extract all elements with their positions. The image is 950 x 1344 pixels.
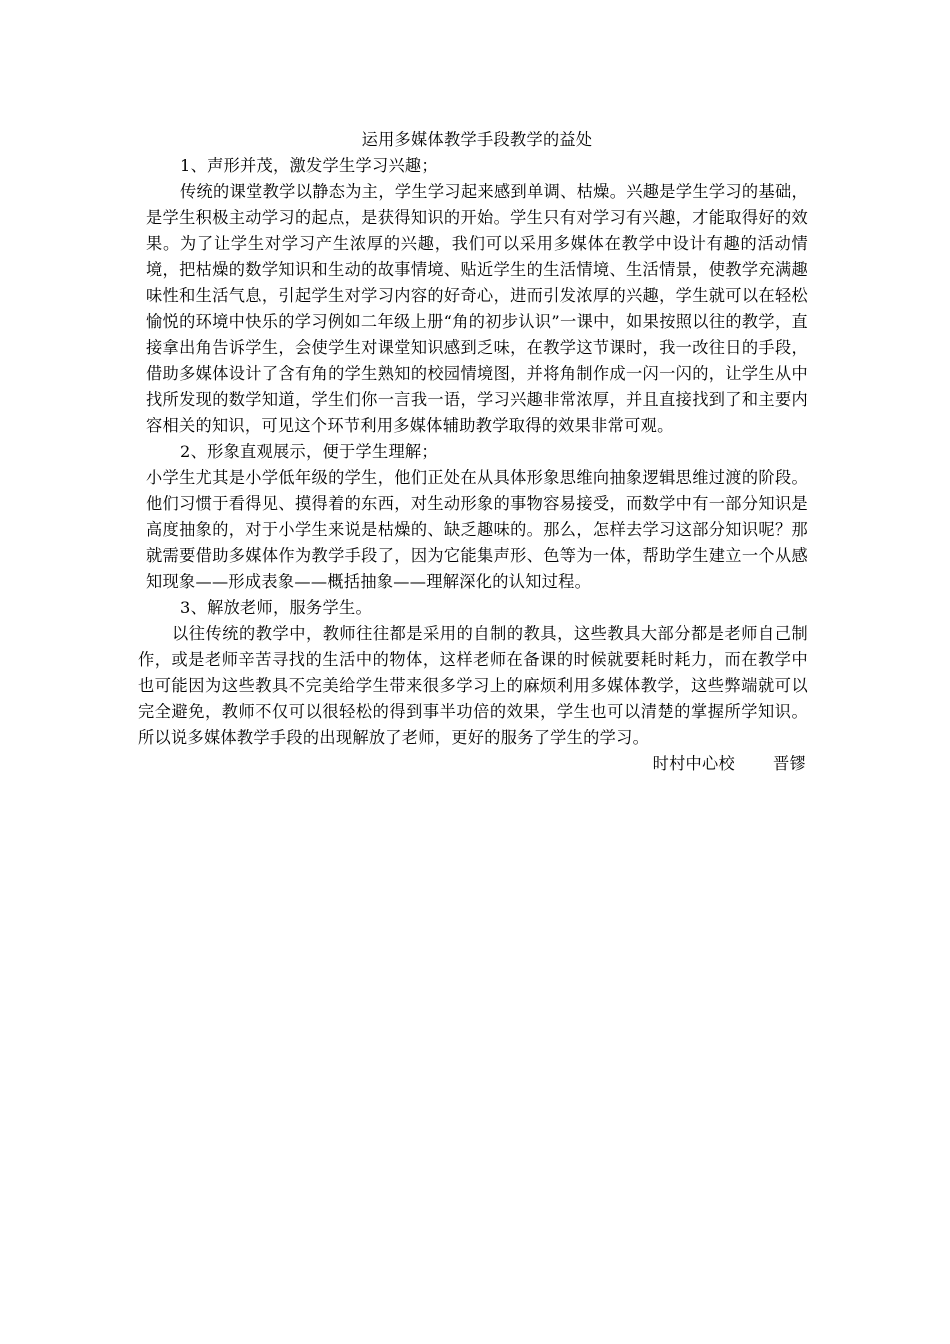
signature-author: 晋镠 <box>773 754 806 773</box>
section-paragraph-3: 以往传统的教学中，教师往往都是采用的自制的教具，这些教具大部分都是老师自己制作，或是老师辛苦寻找的生活中的物体，这样老师在备课的时候就要耗时耗力，而在教学中也可能因为这些教具不完美给学生带来很多学习上的麻烦利用多媒体教学，这些弊端就可以完全避免，教师不仅可以很轻松的得到事半功倍的效果，学生也可以清楚的掌握所学知识。所以说多媒体教学手段的出现解放了老师，更好的服务了学生的学习。 <box>138 624 808 747</box>
signature-school: 时村中心校 <box>652 754 736 773</box>
section-heading-2: 2、形象直观展示，便于学生理解； <box>180 442 438 461</box>
signature-line <box>146 751 808 777</box>
section-paragraph-2: 小学生尤其是小学低年级的学生，他们正处在从具体形象思维向抽象逻辑思维过渡的阶段。他们习惯于看得见、摸得着的东西，对生动形象的事物容易接受，而数学中有一部分知识是高度抽象的，对于小学生来说是枯燥的、缺乏趣味的。那么，怎样去学习这部分知识呢？那就需要借助多媒体作为教学手段了，因为它能集声形、色等为一体，帮助学生建立一个从感知现象——形成表象——概括抽象——理解深化的认知过程。 <box>146 468 808 591</box>
section-heading-1: 1、声形并茂，激发学生学习兴趣； <box>180 156 438 175</box>
section-paragraph-1: 传统的课堂教学以静态为主，学生学习起来感到单调、枯燥。兴趣是学生学习的基础，是学生积极主动学习的起点，是获得知识的开始。学生只有对学习有兴趣，才能取得好的效果。为了让学生对学习产生浓厚的兴趣，我们可以采用多媒体在教学中设计有趣的活动情境，把枯燥的数学知识和生动的故事情境、贴近学生的生活情境、生活情景，使教学充满趣味性和生活气息，引起学生对学习内容的好奇心，进而引发浓厚的兴趣，学生就可以在轻松愉悦的环境中快乐的学习例如二年级上册“角的初步认识”一课中，如果按照以往的教学，直接拿出角告诉学生，会使学生对课堂知识感到乏味，在教学这节课时，我一改往日的手段，借助多媒体设计了含有角的学生熟知的校园情境图，并将角制作成一闪一闪的，让学生从中找所发现的数学知道，学生们你一言我一语，学习兴趣非常浓厚，并且直接找到了和主要内容相关的知识，可见这个环节利用多媒体辅助教学取得的效果非常可观。 <box>146 182 808 435</box>
document-title: 运用多媒体教学手段教学的益处 <box>361 130 593 149</box>
section-heading-3: 3、解放老师，服务学生。 <box>180 598 372 617</box>
document-body <box>138 127 808 777</box>
